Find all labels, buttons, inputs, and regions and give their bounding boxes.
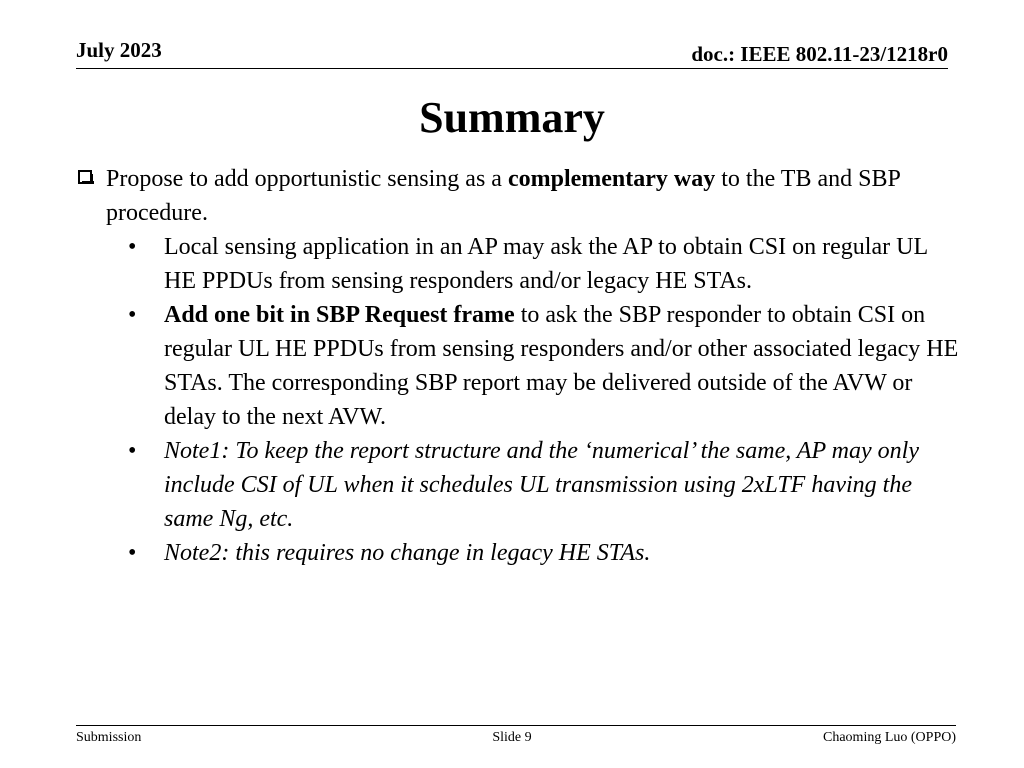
footer-submission: Submission: [76, 730, 142, 745]
bullet-dot-icon: •: [128, 540, 137, 566]
footer-rule: [76, 725, 956, 726]
item1-text-bold: complementary way: [507, 166, 716, 192]
header-rule: [76, 68, 948, 69]
bullet3-text-italic: Note1: To keep the report structure and the ‘numerical’ the same, AP may only include CSI of UL when it schedules UL transmission using 2xLTF having the same Ng, etc.: [164, 438, 919, 532]
footer-author: Chaoming Luo (OPPO): [823, 730, 956, 745]
footer-slide-number: Slide 9: [492, 730, 532, 745]
list-item-level2: [76, 298, 962, 434]
list-item-level2: [76, 230, 962, 298]
list-item-level2: [76, 434, 962, 536]
bullet-dot-icon: •: [128, 234, 137, 260]
bullet-dot-icon: •: [128, 438, 137, 464]
checkbox-bullet-icon: [78, 170, 92, 184]
slide-body: [76, 162, 962, 570]
bullet1-text: Local sensing application in an AP may ask the AP to obtain CSI on regular UL HE PPDUs from sensing responders and/or legacy HE STAs.: [164, 234, 928, 294]
item1-text-pre: Propose to add opportunistic sensing as a: [106, 166, 508, 192]
bullet2-text-post: to ask the SBP responder to obtain CSI on regular UL HE PPDUs from sensing responders and/or other associated legacy HE STAs. The corresponding SBP report may be delivered outside of the AVW or delay to the next AVW.: [164, 302, 959, 430]
item1-text-post: to the TB and SBP procedure.: [106, 166, 900, 226]
bullet2-text-bold: Add one bit in SBP Request frame: [164, 302, 515, 328]
slide-title: Summary: [419, 93, 605, 142]
header-doc-id: doc.: IEEE 802.11-23/1218r0: [691, 42, 948, 66]
bullet4-text-italic: Note2: this requires no change in legacy HE STAs.: [164, 540, 651, 566]
list-item-level2: [76, 536, 962, 570]
header-date: July 2023: [76, 38, 162, 62]
list-item-level1: [76, 162, 962, 230]
bullet-dot-icon: •: [128, 302, 137, 328]
